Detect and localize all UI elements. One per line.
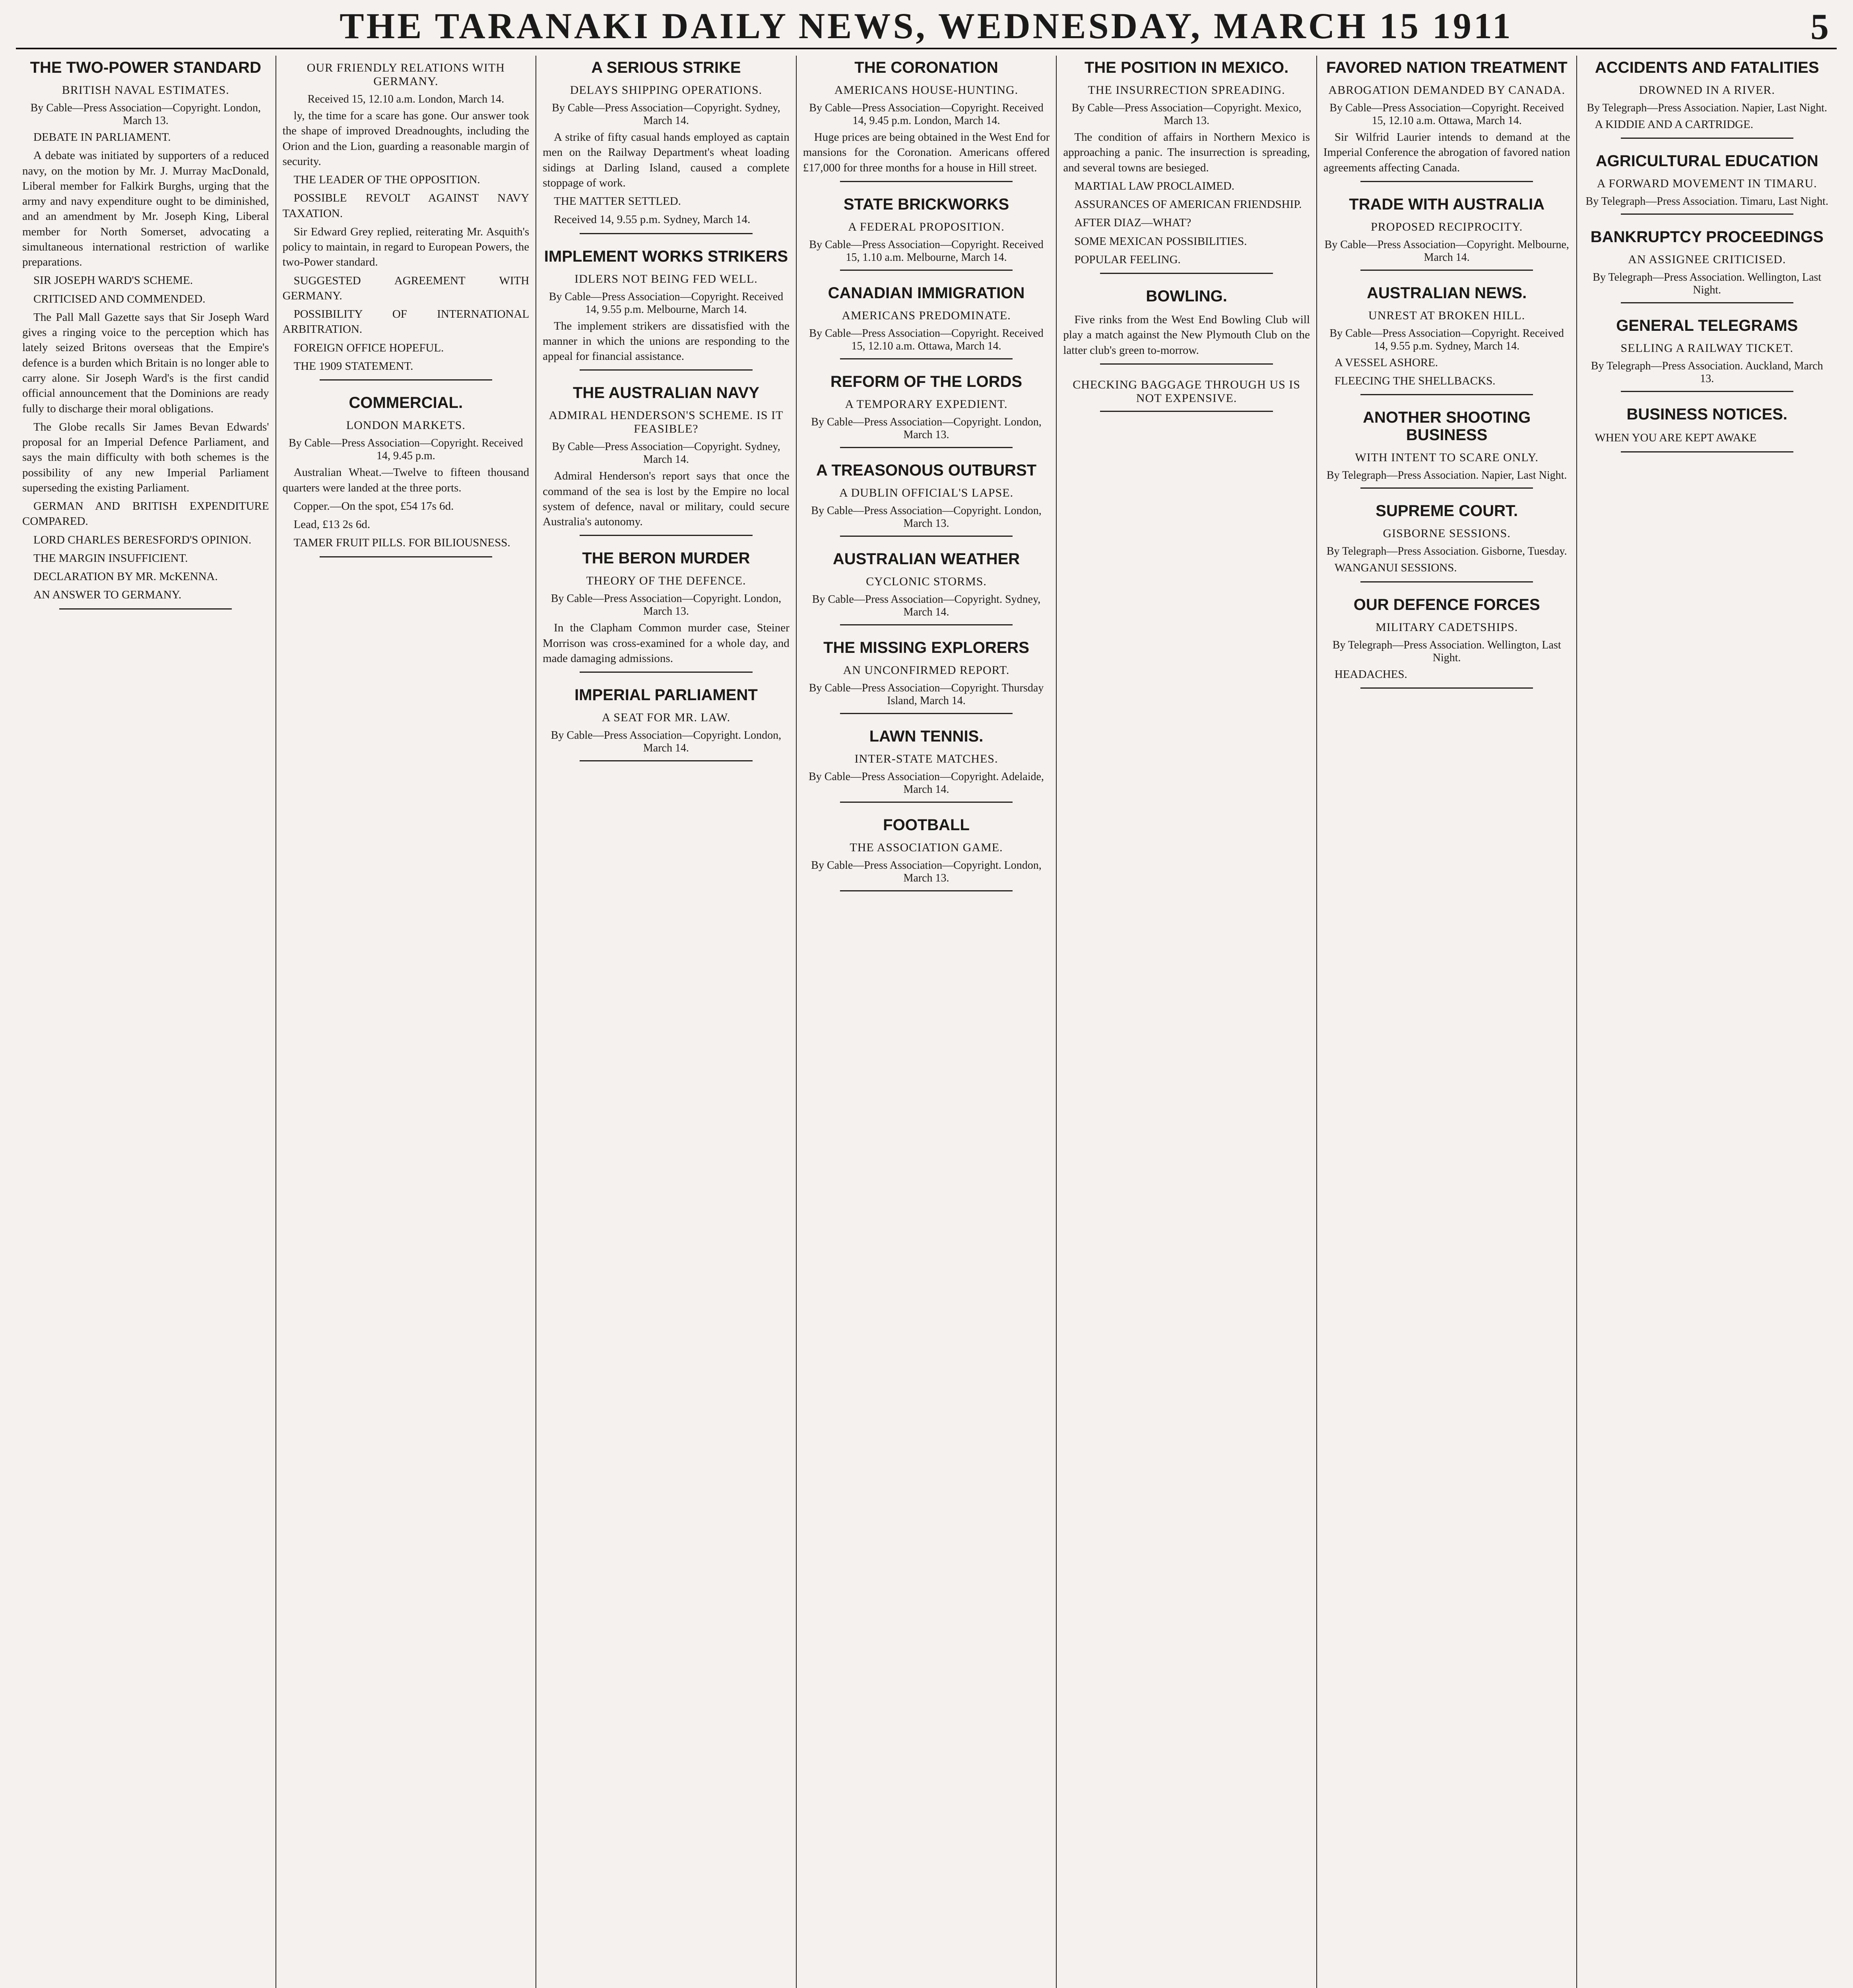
- article-subheading: A SEAT FOR MR. LAW.: [601, 711, 731, 724]
- article-subheading: A TEMPORARY EXPEDIENT.: [845, 397, 1008, 411]
- article-divider: [840, 270, 1013, 271]
- article: [803, 639, 1050, 714]
- article-subheading: PROPOSED RECIPROCITY.: [1371, 220, 1523, 233]
- article-byline: By Cable—Press Association—Copyright. Received 14, 9.45 p.m.: [289, 437, 523, 462]
- article-headline: AUSTRALIAN NEWS.: [1367, 284, 1527, 302]
- article: [803, 462, 1050, 537]
- article-paragraph: AFTER DIAZ—WHAT?: [1074, 216, 1191, 229]
- article-divider: [840, 447, 1013, 448]
- masthead-title: THE TARANAKI DAILY NEWS, WEDNESDAY, MARCH 15 1911: [340, 6, 1513, 46]
- article-paragraph: ASSURANCES OF AMERICAN FRIENDSHIP.: [1074, 198, 1302, 211]
- page-number: 5: [1810, 6, 1829, 47]
- article: [803, 550, 1050, 625]
- article-divider: [1100, 411, 1273, 412]
- article-headline: IMPLEMENT WORKS STRIKERS: [544, 247, 788, 265]
- article-subheading: CYCLONIC STORMS.: [866, 575, 987, 588]
- masthead: [16, 0, 1837, 49]
- article-byline: By Telegraph—Press Association. Wellington, Last Night.: [1593, 271, 1822, 297]
- article-byline: By Cable—Press Association—Copyright. Received 15, 12.10 a.m. Ottawa, March 14.: [809, 327, 1044, 352]
- article-headline: ANOTHER SHOOTING BUSINESS: [1363, 409, 1531, 444]
- article-divider: [1360, 687, 1533, 689]
- article-byline: By Cable—Press Association—Copyright. Melbourne, March 14.: [1324, 238, 1569, 264]
- article-byline: By Cable—Press Association—Copyright. Received 14, 9.55 p.m. Melbourne, March 14.: [549, 290, 784, 316]
- article-paragraph: ly, the time for a scare has gone. Our answer took the shape of improved Dreadnoughts, including the Orion and the Lion, guarding a reasonable margin of security.: [282, 109, 530, 168]
- article: [1323, 284, 1570, 396]
- article-headline: THE MISSING EXPLORERS: [823, 639, 1029, 656]
- article-headline: REFORM OF THE LORDS: [830, 373, 1023, 390]
- article-paragraph: The Pall Mall Gazette says that Sir Joseph Ward gives a ringing voice to the perception which has lately seized Britons overseas that the Empire's defence is a burden which Britain is no longer able to carry alone. Sir Joseph Ward's is the first candid official announcement that the Dominions are ready fully to discharge their moral obligations.: [22, 311, 269, 415]
- article-divider: [1621, 138, 1793, 139]
- article-headline: BANKRUPTCY PROCEEDINGS: [1590, 228, 1824, 246]
- article-divider: [1621, 451, 1793, 452]
- article-paragraph: THE MATTER SETTLED.: [554, 195, 681, 208]
- article-paragraph: WHEN YOU ARE KEPT AWAKE: [1595, 431, 1757, 445]
- article-paragraph: The implement strikers are dissatisfied with the manner in which the unions are responding to the appeal for financial assistance.: [543, 319, 790, 363]
- article: [1063, 287, 1310, 365]
- news-column: [536, 56, 797, 1988]
- article-divider: [580, 233, 752, 234]
- article: [283, 394, 530, 557]
- article: [1583, 228, 1830, 303]
- article-paragraph: THE 1909 STATEMENT.: [293, 359, 413, 373]
- article-headline: GENERAL TELEGRAMS: [1616, 317, 1798, 335]
- article-divider: [1100, 273, 1273, 274]
- article-divider: [1621, 214, 1793, 215]
- article-headline: COMMERCIAL.: [349, 394, 463, 412]
- article-byline: By Cable—Press Association—Copyright. Received 14, 9.55 p.m. Sydney, March 14.: [1329, 327, 1564, 352]
- article: [1063, 59, 1310, 274]
- article: [1323, 502, 1570, 582]
- article-divider: [580, 535, 752, 536]
- article-headline: THE POSITION IN MEXICO.: [1084, 59, 1289, 76]
- article-divider: [1360, 581, 1533, 582]
- article-divider: [840, 624, 1013, 625]
- article: [543, 686, 790, 761]
- article-divider: [320, 379, 492, 381]
- article: [803, 284, 1050, 359]
- article-subheading: LONDON MARKETS.: [346, 419, 466, 432]
- article-headline: THE AUSTRALIAN NAVY: [573, 384, 759, 402]
- article: [1583, 59, 1830, 139]
- article-divider: [580, 672, 752, 673]
- article-subheading: IDLERS NOT BEING FED WELL.: [574, 272, 758, 285]
- article-byline: By Cable—Press Association—Copyright. Sydney, March 14.: [812, 593, 1041, 618]
- article: [1323, 409, 1570, 489]
- article-paragraph: CRITICISED AND COMMENDED.: [33, 292, 206, 305]
- article-subheading: DROWNED IN A RIVER.: [1639, 83, 1775, 97]
- article-byline: By Cable—Press Association—Copyright. Sydney, March 14.: [552, 441, 780, 466]
- article-subheading: AN UNCONFIRMED REPORT.: [843, 663, 1010, 677]
- article-byline: By Cable—Press Association—Copyright. London, March 13.: [811, 504, 1042, 530]
- article-paragraph: SIR JOSEPH WARD'S SCHEME.: [33, 274, 193, 287]
- article-paragraph: FOREIGN OFFICE HOPEFUL.: [293, 341, 444, 354]
- article-paragraph: THE LEADER OF THE OPPOSITION.: [293, 173, 480, 186]
- article-headline: ACCIDENTS AND FATALITIES: [1595, 59, 1819, 76]
- article-paragraph: SUGGESTED AGREEMENT WITH GERMANY.: [282, 274, 530, 302]
- article-headline: A SERIOUS STRIKE: [591, 59, 741, 76]
- article-headline: IMPERIAL PARLIAMENT: [574, 686, 758, 704]
- article-subheading: AMERICANS HOUSE-HUNTING.: [834, 83, 1019, 97]
- article-paragraph: Admiral Henderson's report says that once the command of the sea is lost by the Empire no local system of defence, naval or military, could secure Australia's autonomy.: [543, 470, 790, 528]
- article-paragraph: A VESSEL ASHORE.: [1334, 356, 1438, 369]
- article-byline: By Cable—Press Association—Copyright. London, March 14.: [551, 729, 782, 755]
- article-headline: CANADIAN IMMIGRATION: [828, 284, 1025, 302]
- article-divider: [1621, 302, 1793, 303]
- article-paragraph: AN ANSWER TO GERMANY.: [33, 588, 182, 602]
- article-byline: By Telegraph—Press Association. Wellington, Last Night.: [1332, 639, 1561, 664]
- article-subheading: A FORWARD MOVEMENT IN TIMARU.: [1597, 177, 1817, 190]
- article-byline: By Telegraph—Press Association. Auckland, March 13.: [1591, 360, 1823, 385]
- article: [803, 59, 1050, 182]
- article-paragraph: The Globe recalls Sir James Bevan Edwards' proposal for an Imperial Defence Parliament, and says the main difficulty with both schemes is the possibility of any new Imperial Parliament superseding the existing Parliament.: [22, 420, 269, 494]
- article-paragraph: A debate was initiated by supporters of a reduced navy, on the motion by Mr. J. Murray MacDonald, Liberal member for Falkirk Burghs, urging that the army and navy expenditure ought to be diminished, and an amendment by Mr. Joseph King, Liberal member for North Somerset, advocating a simultaneous international restriction of warlike preparations.: [22, 149, 269, 269]
- article-divider: [1360, 270, 1533, 271]
- article-subheading: BRITISH NAVAL ESTIMATES.: [62, 83, 229, 97]
- article-paragraph: A KIDDIE AND A CARTRIDGE.: [1595, 118, 1754, 131]
- article-divider: [840, 802, 1013, 803]
- article: [283, 61, 530, 381]
- article-byline: By Cable—Press Association—Copyright. Adelaide, March 14.: [809, 770, 1044, 796]
- news-column: [1317, 56, 1577, 1988]
- article: [22, 59, 269, 610]
- article-paragraph: The condition of affairs in Northern Mexico is approaching a panic. The insurrection is spreading, and several towns are besieged.: [1063, 131, 1310, 174]
- article-subheading: WITH INTENT TO SCARE ONLY.: [1355, 451, 1539, 464]
- article-headline: THE CORONATION: [854, 59, 998, 76]
- news-column: [1057, 56, 1317, 1988]
- article-subheading: ADMIRAL HENDERSON'S SCHEME. IS IT FEASIBLE?: [549, 409, 784, 436]
- article: [803, 373, 1050, 448]
- article-subheading: UNREST AT BROKEN HILL.: [1368, 309, 1525, 322]
- article-divider: [320, 556, 492, 557]
- article: [1583, 152, 1830, 215]
- article-subheading: INTER-STATE MATCHES.: [854, 752, 998, 765]
- article-paragraph: HEADACHES.: [1334, 668, 1407, 681]
- article-subheading: THEORY OF THE DEFENCE.: [586, 574, 746, 588]
- article-paragraph: Sir Wilfrid Laurier intends to demand at the Imperial Conference the abrogation of favored nation agreements affecting Canada.: [1323, 131, 1570, 174]
- article-headline: A TREASONOUS OUTBURST: [816, 461, 1037, 479]
- article-headline: FAVORED NATION TREATMENT: [1326, 59, 1568, 76]
- article-byline: By Cable—Press Association—Copyright. Received 14, 9.45 p.m. London, March 14.: [809, 102, 1044, 127]
- article-paragraph: GERMAN AND BRITISH EXPENDITURE COMPARED.: [22, 500, 269, 528]
- article-paragraph: Huge prices are being obtained in the West End for mansions for the Coronation. Americans offered £17,000 for three months for a house in Hill street.: [803, 131, 1050, 174]
- article-paragraph: POPULAR FEELING.: [1074, 253, 1181, 266]
- article-divider: [1621, 391, 1793, 392]
- article-byline: By Cable—Press Association—Copyright. London, March 13.: [30, 102, 261, 127]
- article-headline: OUR DEFENCE FORCES: [1353, 596, 1540, 613]
- article: [543, 384, 790, 536]
- article-paragraph: DECLARATION BY MR. McKENNA.: [33, 570, 218, 583]
- article-paragraph: A strike of fifty casual hands employed as captain men on the Railway Department's wheat loading sidings at Darling Island, caused a complete stoppage of work.: [543, 131, 790, 189]
- article-divider: [580, 760, 752, 761]
- article-paragraph: Sir Edward Grey replied, reiterating Mr. Asquith's policy to maintain, in regard to European Powers, the two-Power standard.: [282, 225, 530, 269]
- article-subheading: AN ASSIGNEE CRITICISED.: [1628, 253, 1786, 266]
- news-column: [16, 56, 276, 1988]
- article: [543, 549, 790, 673]
- article-subheading: THE ASSOCIATION GAME.: [850, 841, 1003, 854]
- article-byline: By Telegraph—Press Association. Napier, Last Night.: [1326, 469, 1567, 482]
- article-headline: SUPREME COURT.: [1376, 502, 1518, 520]
- article: [803, 728, 1050, 803]
- article-byline: By Telegraph—Press Association. Gisborne, Tuesday.: [1326, 545, 1567, 558]
- article-byline: Received 15, 12.10 a.m. London, March 14.: [307, 93, 504, 105]
- article-headline: THE TWO-POWER STANDARD: [30, 59, 261, 76]
- article-divider: [59, 608, 232, 610]
- article-byline: By Cable—Press Association—Copyright. Thursday Island, March 14.: [809, 681, 1044, 707]
- article-paragraph: THE MARGIN INSUFFICIENT.: [33, 551, 188, 565]
- article-byline: By Cable—Press Association—Copyright. Received 15, 12.10 a.m. Ottawa, March 14.: [1329, 102, 1564, 127]
- article-byline: By Telegraph—Press Association. Timaru, Last Night.: [1585, 195, 1828, 208]
- article-paragraph: DEBATE IN PARLIAMENT.: [33, 131, 171, 144]
- article-divider: [580, 369, 752, 371]
- article: [1323, 59, 1570, 182]
- article-divider: [840, 358, 1013, 359]
- article-headline: BUSINESS NOTICES.: [1626, 406, 1788, 423]
- article-paragraph: In the Clapham Common murder case, Steiner Morrison was cross-examined for a whole day, and made damaging admissions.: [543, 621, 790, 665]
- article-divider: [840, 181, 1013, 182]
- article-subheading: THE INSURRECTION SPREADING.: [1088, 83, 1285, 97]
- article-subheading: SELLING A RAILWAY TICKET.: [1620, 342, 1793, 355]
- article-headline: THE BERON MURDER: [582, 549, 750, 567]
- article-paragraph: POSSIBLE REVOLT AGAINST NAVY TAXATION.: [282, 192, 530, 220]
- article-divider: [840, 713, 1013, 714]
- article-headline: FOOTBALL: [883, 816, 970, 834]
- article-headline: AUSTRALIAN WEATHER: [832, 550, 1020, 568]
- article-byline: By Telegraph—Press Association. Napier, Last Night.: [1587, 102, 1828, 114]
- article-byline: By Cable—Press Association—Copyright. London, March 13.: [811, 415, 1042, 441]
- article-byline: By Cable—Press Association—Copyright. London, March 13.: [551, 592, 782, 618]
- article-headline: STATE BRICKWORKS: [843, 195, 1009, 213]
- article-paragraph: LORD CHARLES BERESFORD'S OPINION.: [33, 533, 252, 546]
- article-paragraph: WANGANUI SESSIONS.: [1334, 561, 1457, 575]
- article-paragraph: SOME MEXICAN POSSIBILITIES.: [1074, 235, 1247, 248]
- article: [803, 196, 1050, 271]
- article-byline: By Cable—Press Association—Copyright. London, March 13.: [811, 859, 1042, 884]
- article-paragraph: TAMER FRUIT PILLS. FOR BILIOUSNESS.: [293, 536, 510, 549]
- article-subheading: DELAYS SHIPPING OPERATIONS.: [570, 83, 763, 97]
- article-byline: By Cable—Press Association—Copyright. Received 15, 1.10 a.m. Melbourne, March 14.: [809, 238, 1044, 264]
- article-subheading: A DUBLIN OFFICIAL'S LAPSE.: [839, 486, 1014, 499]
- article-byline: By Cable—Press Association—Copyright. Mexico, March 13.: [1071, 102, 1302, 127]
- article-subheading: ABROGATION DEMANDED BY CANADA.: [1328, 83, 1565, 97]
- article-subheading: MILITARY CADETSHIPS.: [1376, 620, 1518, 634]
- article-byline: By Cable—Press Association—Copyright. Sydney, March 14.: [552, 102, 780, 127]
- columns-container: [16, 56, 1837, 1988]
- article: [1583, 406, 1830, 452]
- article-headline: LAWN TENNIS.: [869, 727, 984, 745]
- article-divider: [840, 890, 1013, 891]
- article-subheading: CHECKING BAGGAGE THROUGH US IS NOT EXPENSIVE.: [1073, 378, 1300, 405]
- article-divider: [1100, 363, 1273, 365]
- article-subheading: A FEDERAL PROPOSITION.: [848, 220, 1005, 233]
- article: [543, 248, 790, 371]
- article: [1583, 317, 1830, 392]
- article-paragraph: Australian Wheat.—Twelve to fifteen thousand quarters were landed at the three ports.: [282, 466, 530, 494]
- article-subheading: OUR FRIENDLY RELATIONS WITH GERMANY.: [307, 61, 505, 88]
- article: [543, 59, 790, 234]
- article-subheading: GISBORNE SESSIONS.: [1383, 527, 1511, 540]
- article-divider: [1360, 181, 1533, 182]
- article-paragraph: Five rinks from the West End Bowling Club will play a match against the New Plymouth Club on the latter club's green to-morrow.: [1063, 313, 1310, 357]
- article-paragraph: MARTIAL LAW PROCLAIMED.: [1074, 179, 1235, 192]
- article-paragraph: Received 14, 9.55 p.m. Sydney, March 14.: [554, 213, 751, 226]
- news-column: [797, 56, 1057, 1988]
- article-subheading: AMERICANS PREDOMINATE.: [842, 309, 1011, 322]
- article-headline: AGRICULTURAL EDUCATION: [1595, 152, 1818, 170]
- article-divider: [1360, 394, 1533, 395]
- article: [803, 816, 1050, 891]
- article-paragraph: Lead, £13 2s 6d.: [293, 518, 371, 531]
- article: [1323, 596, 1570, 689]
- article-paragraph: FLEECING THE SHELLBACKS.: [1334, 375, 1496, 388]
- article: [1323, 196, 1570, 271]
- article-paragraph: Copper.—On the spot, £54 17s 6d.: [293, 499, 454, 513]
- article-divider: [840, 536, 1013, 537]
- article-headline: BOWLING.: [1146, 287, 1227, 305]
- article-divider: [1360, 487, 1533, 489]
- news-column: [276, 56, 537, 1988]
- article-headline: TRADE WITH AUSTRALIA: [1349, 195, 1545, 213]
- article: [1063, 378, 1310, 412]
- news-column: [1577, 56, 1837, 1988]
- article-paragraph: POSSIBILITY OF INTERNATIONAL ARBITRATION.: [282, 308, 530, 336]
